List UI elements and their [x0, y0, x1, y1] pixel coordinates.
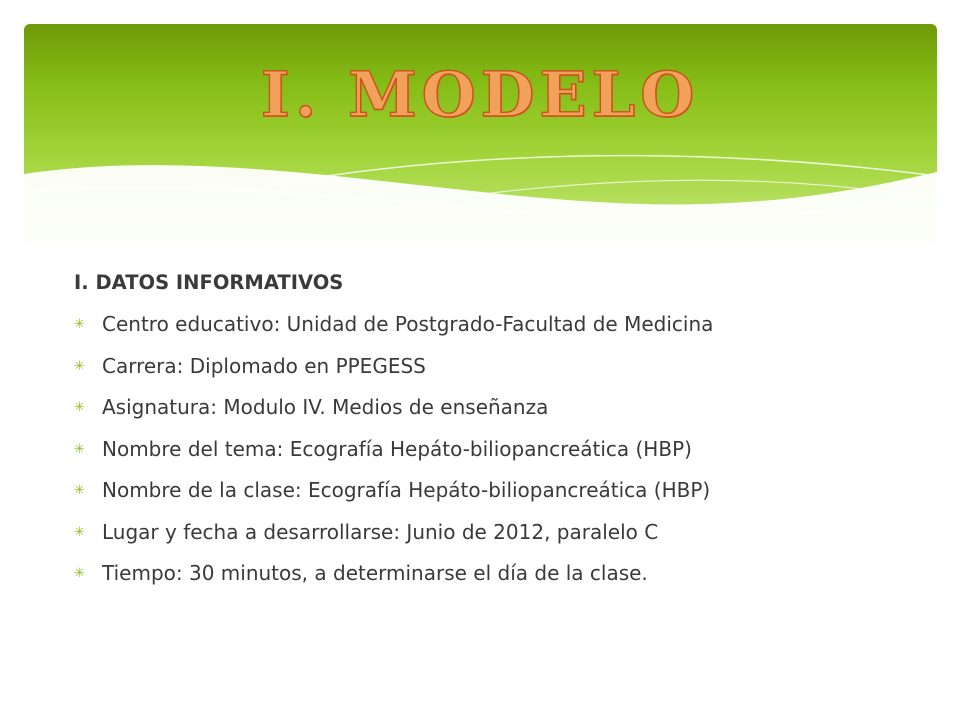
asterisk-bullet-icon: ✳	[74, 400, 85, 415]
list-item-text: Nombre del tema: Ecografía Hepáto-biliopancreática (HBP)	[102, 436, 692, 461]
list-item-text: Tiempo: 30 minutos, a determinarse el día de la clase.	[102, 561, 648, 585]
list-item	[74, 512, 934, 554]
list-item	[74, 429, 934, 471]
asterisk-bullet-icon: ✳	[74, 441, 85, 457]
list-item	[74, 346, 934, 388]
list-item-text: Centro educativo: Unidad de Postgrado-Facultad de Medicina	[102, 312, 714, 336]
section-heading: I. DATOS INFORMATIVOS	[74, 271, 344, 294]
list-item	[74, 387, 934, 429]
list-item-text: Lugar y fecha a desarrollarse: Junio de 2012, paralelo C	[102, 519, 659, 544]
slide-body	[74, 262, 934, 595]
list-item-text: Carrera: Diplomado en PPEGESS	[102, 353, 426, 378]
asterisk-bullet-icon: ✳	[74, 483, 85, 498]
list-item-text: Nombre de la clase: Ecografía Hepáto-biliopancreática (HBP)	[102, 478, 711, 502]
banner-swoosh-decoration	[24, 24, 937, 242]
list-item	[74, 553, 934, 595]
asterisk-bullet-icon: ✳	[74, 524, 85, 540]
asterisk-bullet-icon: ✳	[74, 566, 85, 581]
slide-title: I. MODELO	[260, 58, 700, 131]
asterisk-bullet-icon: ✳	[74, 317, 85, 332]
list-item-text: Asignatura: Modulo IV. Medios de enseñanza	[102, 395, 549, 419]
asterisk-bullet-icon: ✳	[74, 358, 85, 374]
list-item	[74, 304, 934, 346]
title-banner	[24, 24, 937, 242]
list-item	[74, 470, 934, 512]
